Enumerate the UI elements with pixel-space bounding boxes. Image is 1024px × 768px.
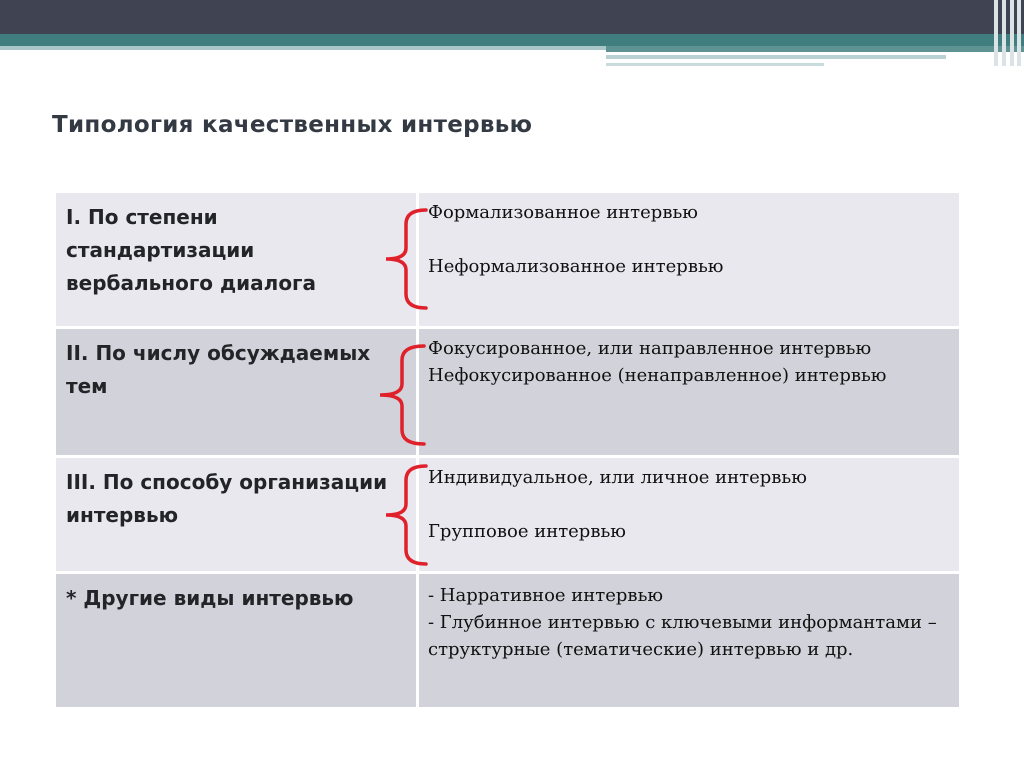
curly-brace-icon [380, 462, 430, 568]
type-item: Формализованное интервью [428, 202, 698, 223]
type-item: Индивидуальное, или личное интервью [428, 467, 807, 488]
header-vertical-bar [1002, 0, 1006, 66]
table-row [56, 193, 959, 326]
category-cell: III. По способу организации интервью [66, 470, 388, 527]
page-title: Типология качественных интервью [52, 112, 533, 138]
header-stripe-left [0, 46, 606, 50]
category-cell: * Другие виды интервью [66, 586, 354, 610]
type-item: Нефокусированное (ненаправленное) интервью [428, 365, 887, 386]
type-item: - Нарративное интервью [428, 585, 664, 606]
types-cell [428, 199, 948, 280]
curly-brace-icon [380, 206, 430, 312]
header-vertical-bar [1017, 0, 1021, 66]
header-band-dark [0, 0, 1024, 34]
header-vertical-bar [994, 0, 998, 66]
header-stripe-right [606, 46, 1024, 52]
column-separator [416, 574, 419, 707]
header-vertical-bar [1010, 0, 1014, 66]
header-stripe-thin-1 [606, 55, 946, 59]
table-row [56, 574, 959, 707]
table-row [56, 329, 959, 455]
category-cell: I. По степени стандартизации вербального диалога [66, 205, 316, 295]
type-item: Неформализованное интервью [428, 256, 724, 277]
curly-brace-icon [374, 342, 428, 448]
table-row [56, 458, 959, 571]
type-item: Групповое интервью [428, 521, 626, 542]
type-item: Фокусированное, или направленное интервью [428, 338, 872, 359]
category-cell: II. По числу обсуждаемых тем [66, 341, 371, 398]
header-stripe-thin-2 [606, 63, 824, 66]
types-cell [428, 582, 948, 663]
type-item: - Глубинное интервью с ключевыми информантами – структурные (тематические) интервью и др. [428, 612, 937, 660]
types-cell [428, 335, 948, 389]
header-band-teal [0, 34, 1024, 46]
types-cell [428, 464, 948, 545]
